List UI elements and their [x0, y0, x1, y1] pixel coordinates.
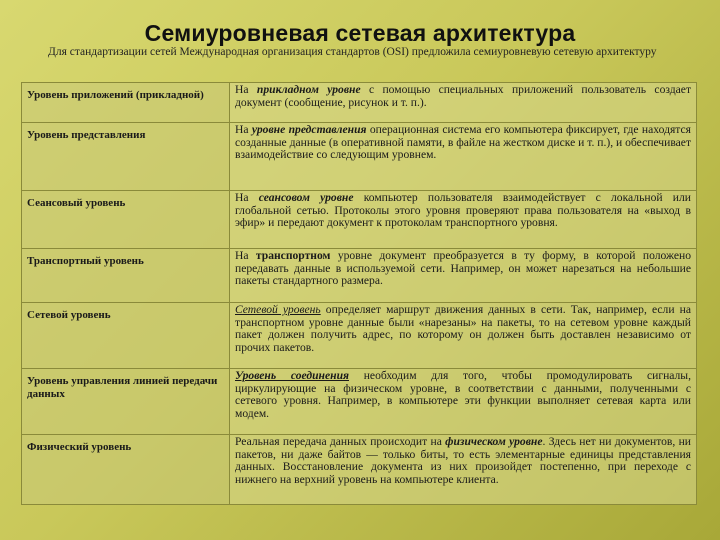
desc-keyword: Сетевой уровень [235, 303, 321, 316]
desc-text: На [235, 191, 259, 204]
level-name: Транспортный уровень [22, 249, 230, 303]
level-name: Уровень управления линией передачи данных [22, 369, 230, 435]
desc-keyword: физическом уровне [445, 435, 543, 448]
osi-levels-table [21, 82, 697, 505]
desc-keyword: транспортном [255, 249, 331, 262]
desc-keyword: уровне представления [251, 123, 367, 136]
desc-text: компьютер пользователя взаимодействует с локальной или глобальной сетью. Протоколы этого уровня проверяют права пользователя на «выход в эфир» и передают документ к протоколам транспортного уровня. [235, 191, 691, 230]
table-row [22, 249, 697, 303]
desc-text: определяет маршрут движения данных в сети. Так, например, если на транспортном уровне данные были «нарезаны» на пакеты, то на сетевом уровне каждый пакет должен получить адрес, по которому он должен быть доставлен независимо от прочих пакетов. [235, 303, 691, 354]
desc-text: На [235, 83, 257, 96]
level-name: Сетевой уровень [22, 303, 230, 369]
level-name: Сеансовый уровень [22, 191, 230, 249]
table-row [22, 303, 697, 369]
desc-text: уровне документ преобразуется в ту форму, в которой положено передавать данные в используемой сети. Например, он может нарезаться на небольшие пакеты стандартного размера. [235, 249, 692, 288]
desc-text: . Здесь нет ни документов, ни пакетов, ни даже байтов — только биты, то есть элементарные единицы представления данных. Восстановление документа из них произойдет постепенно, при переходе с нижнего на верхний уровень на компьютере клиента. [235, 435, 691, 486]
page-title: Семиуровневая сетевая архитектура [144, 20, 576, 46]
desc-text: операционная система его компьютера фиксирует, где находятся созданные данные (в оперативной памяти, в файле на жестком диске и т. п.), и обеспечивает взаимодействие со следующим уровнем. [235, 123, 692, 162]
table-row [22, 83, 697, 123]
desc-text: На [235, 249, 256, 262]
desc-keyword: сеансовом уровне [258, 191, 354, 204]
desc-keyword: прикладном уровне [256, 83, 361, 96]
desc-keyword: Уровень соединения [235, 369, 349, 382]
level-description [230, 249, 697, 303]
level-description [230, 123, 697, 191]
desc-text: необходим для того, чтобы промодулировать сигналы, циркулирующие на физическом уровне, в соответствии с данными, полученными с сетевого уровня. Например, в компьютере эти функции выполняет сетевая карта или модем. [235, 369, 691, 420]
level-description [230, 303, 697, 369]
desc-text: с помощью специальных приложений пользователь создает документ (сообщение, рисунок и т. п.). [235, 83, 692, 109]
level-name: Физический уровень [22, 435, 230, 505]
level-description [230, 369, 697, 435]
table-row [22, 435, 697, 505]
level-description [230, 435, 697, 505]
table-row [22, 369, 697, 435]
level-description [230, 191, 697, 249]
level-name: Уровень приложений (прикладной) [22, 83, 230, 123]
level-name: Уровень представления [22, 123, 230, 191]
desc-text: На [235, 123, 252, 136]
table-row [22, 191, 697, 249]
level-description [230, 83, 697, 123]
desc-text: Реальная передача данных происходит на [235, 435, 446, 448]
table-row [22, 123, 697, 191]
subtitle: Для стандартизации сетей Международная организация стандартов (OSI) предложила семиуровневую сетевую архитектуру [48, 46, 657, 58]
